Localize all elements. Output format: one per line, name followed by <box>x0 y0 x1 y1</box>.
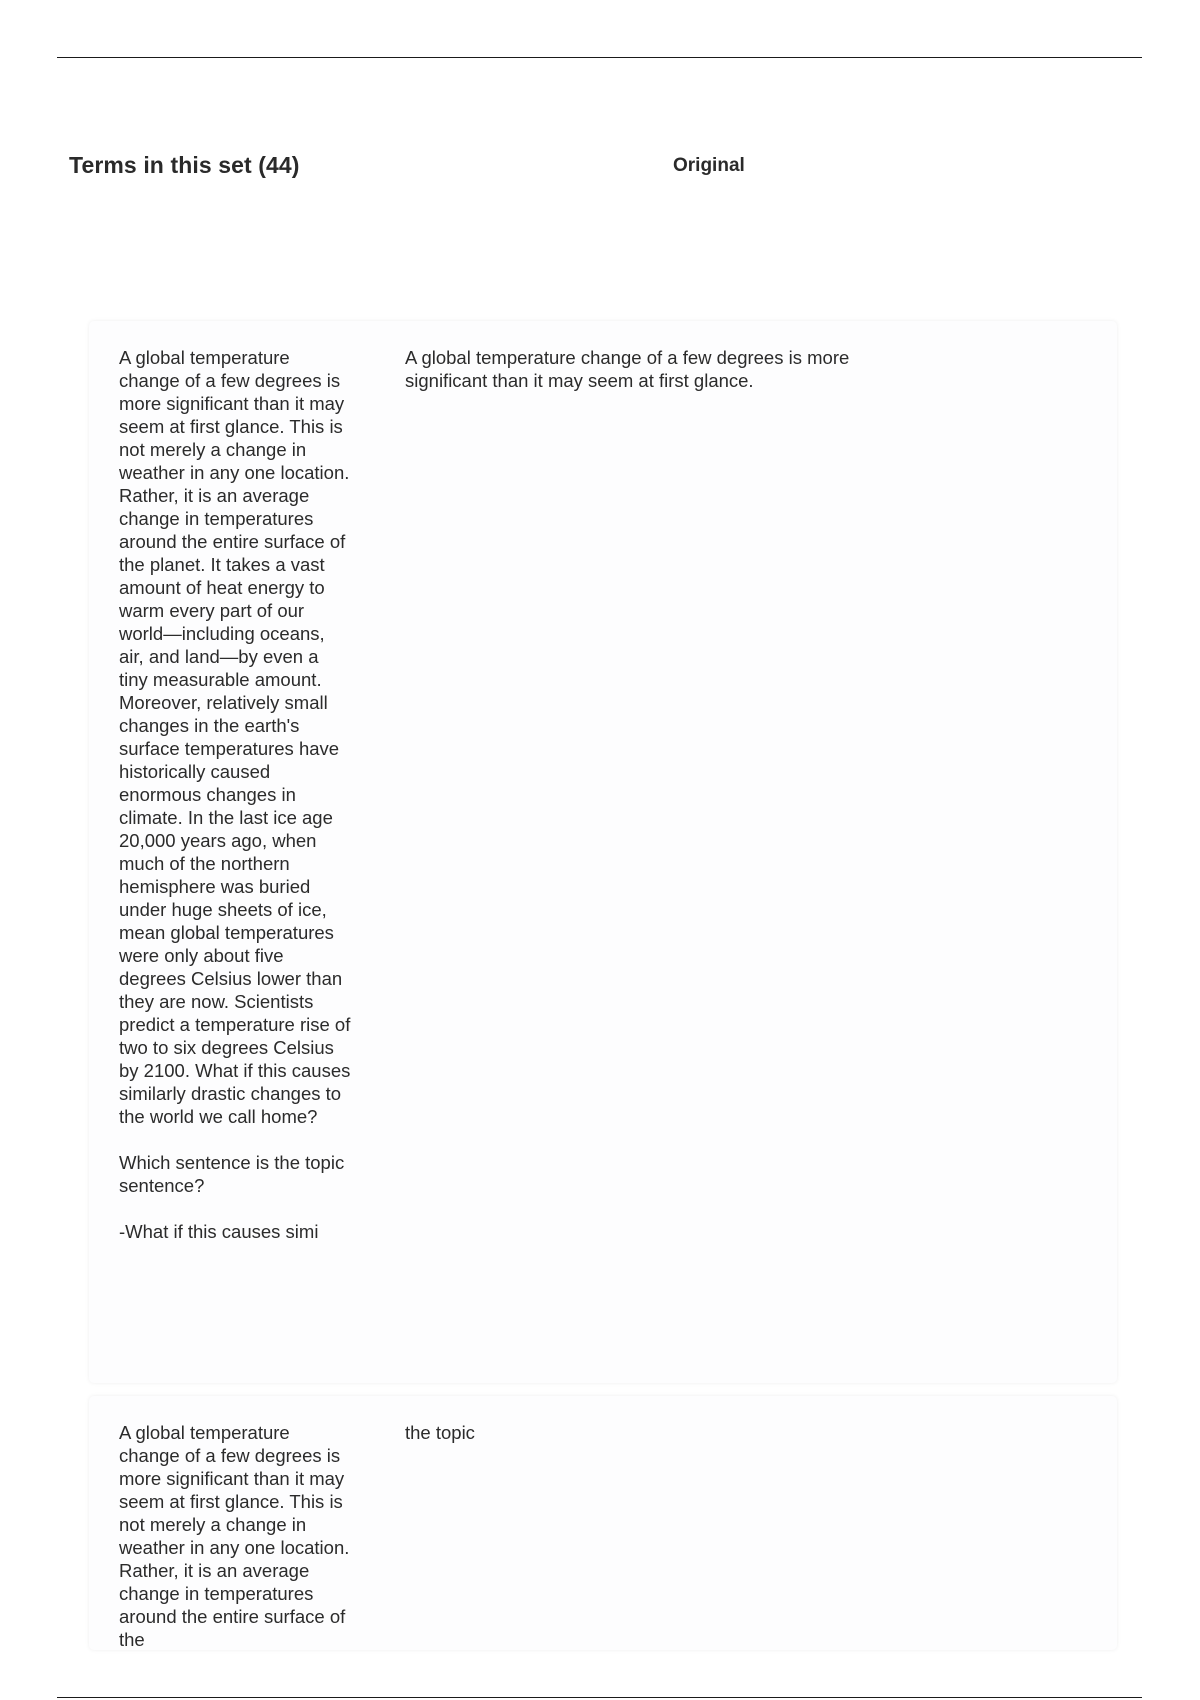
bottom-divider <box>57 1697 1142 1698</box>
term-text: A global temperature change of a few degrees is more significant than it may seem at first glance. This is not merely a change in weather in any one location. Rather, it is an average change in temperatures around the entire surface of the planet. It takes a vast amount of heat energy to warm every part of our world—including oceans, air, and land—by even a tiny measurable amount. Moreover, relatively small changes in the earth's surface temperatures have historically caused enormous changes in climate. In the last ice age 20,000 years ago, when much of the northern hemisphere was buried under huge sheets of ice, mean global temperatures were only about five degrees Celsius lower than they are now. Scientists predict a temperature rise of two to six degrees Celsius by 2100. What if this causes similarly drastic changes to the world we call home? Which sentence is the topic sentence? -What if this causes simi <box>119 347 351 1242</box>
sort-order-label[interactable]: Original <box>673 155 745 176</box>
term-card <box>89 321 1117 1383</box>
term-text: A global temperature change of a few degrees is more significant than it may seem at first glance. This is not merely a change in weather in any one location. Rather, it is an average change in temperatures around the entire surface of the <box>119 1422 355 1650</box>
definition-text: A global temperature change of a few degrees is more significant than it may seem at first glance. <box>405 347 855 391</box>
term-card <box>89 1396 1117 1650</box>
top-divider <box>57 57 1142 58</box>
definition-text: the topic <box>405 1422 475 1443</box>
set-title: Terms in this set (44) <box>69 152 300 178</box>
